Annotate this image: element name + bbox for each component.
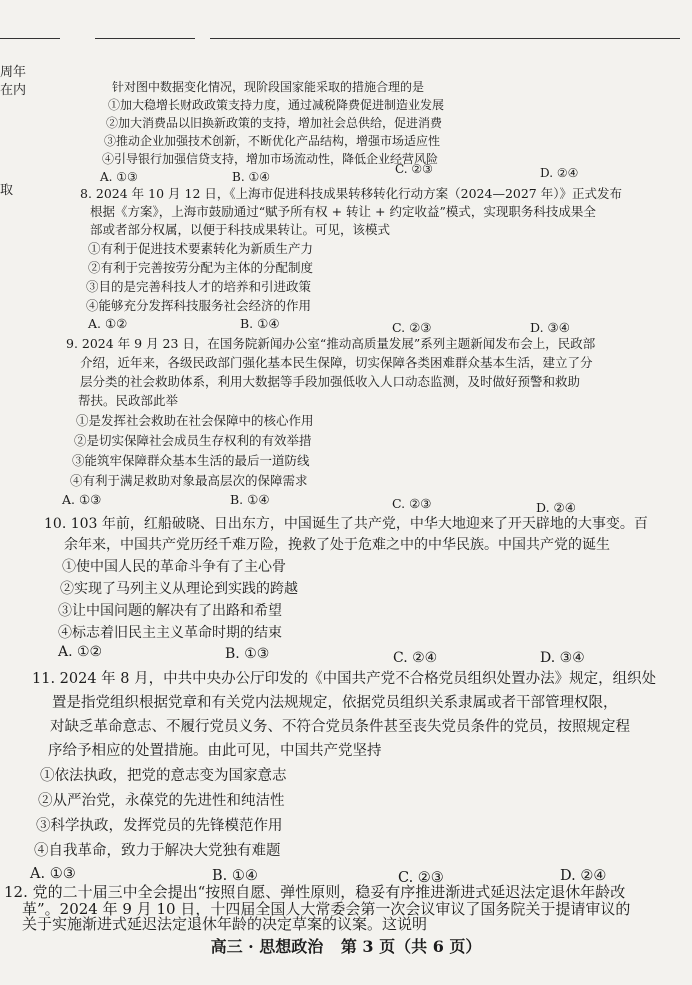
q7-option: C. ②③ <box>395 162 433 176</box>
q8-stem: 8. 2024 年 10 月 12 日，《上海市促进科技成果转移转化行动方案（2024—2027 年）》正式发布 <box>80 186 622 201</box>
q9-option: B. ①④ <box>230 492 270 507</box>
footer-page-number: 第 3 页（共 6 页） <box>340 937 482 956</box>
margin-note: 周年 <box>0 65 27 80</box>
top-rule <box>210 38 680 39</box>
q11-option: C. ②③ <box>398 870 444 886</box>
page-footer <box>0 934 692 957</box>
q11-stem: 对缺乏革命意志、不履行党员义务、不符合党员条件甚至丧失党员条件的党员，按照规定程 <box>50 719 630 735</box>
q10-option: D. ③④ <box>540 650 585 666</box>
q11-stem: 序给予相应的处置措施。由此可见，中国共产党坚持 <box>48 743 382 759</box>
q12-stem: 关于实施渐进式延迟法定退休年龄的决定草案的议案。这说明 <box>22 915 428 933</box>
q9-stem: 介绍，近年来，各级民政部门强化基本民生保障，切实保障各类困难群众基本生活，建立了分 <box>80 355 593 370</box>
q9-option: C. ②③ <box>392 496 432 511</box>
q9-stem: 层分类的社会救助体系，利用大数据等手段加强低收入人口动态监测，及时做好预警和救助 <box>80 374 581 389</box>
q8-stem: 部或者部分权属，以便于科技成果转让。可见，该模式 <box>90 222 391 237</box>
q10-option: B. ①③ <box>225 646 270 662</box>
q8-item: ③目的是完善科技人才的培养和引进政策 <box>86 279 312 294</box>
q10-item: ②实现了马列主义从理论到实践的跨越 <box>60 581 298 597</box>
q11-item: ④自我革命，致力于解决大党独有难题 <box>34 843 281 859</box>
q8-option: C. ②③ <box>392 320 432 335</box>
q11-option: A. ①③ <box>30 866 76 882</box>
q11-option: B. ①④ <box>212 868 258 884</box>
q9-option: D. ②④ <box>536 500 576 515</box>
q11-item: ①依法执政，把党的意志变为国家意志 <box>40 768 287 784</box>
q7-item: ③推动企业加强技术创新，不断优化产品结构，增强市场适应性 <box>104 134 441 148</box>
q10-stem: 10. 103 年前，红船破晓、日出东方，中国诞生了共产党，中华大地迎来了开天辟地的大事变。百 <box>44 516 648 532</box>
q10-option: A. ①② <box>58 644 103 660</box>
q8-item: ②有利于完善按劳分配为主体的分配制度 <box>88 260 314 275</box>
q12-stem: 革”。2024 年 9 月 10 日，十四届全国人大常委会第一次会议审议了国务院关于提请审议的 <box>22 900 631 918</box>
q8-option: D. ③④ <box>530 320 570 335</box>
q9-item: ②是切实保障社会成员生存权利的有效举措 <box>74 433 312 448</box>
q7-option: B. ①④ <box>232 170 270 184</box>
q7-item: ④引导银行加强信贷支持，增加市场流动性，降低企业经营风险 <box>102 152 439 166</box>
q11-item: ②从严治党，永葆党的先进性和纯洁性 <box>38 793 285 809</box>
margin-note: 取 <box>0 183 14 198</box>
q7-option: D. ②④ <box>540 166 579 180</box>
q11-stem: 置是指党组织根据党章和有关党内法规规定，依据党员组织关系隶属或者干部管理权限， <box>52 695 618 711</box>
q8-item: ④能够充分发挥科技服务社会经济的作用 <box>86 298 312 313</box>
q8-option: B. ①④ <box>240 316 280 331</box>
q12-stem: 12. 党的二十届三中全会提出“按照自愿、弹性原则，稳妥有序推进渐进式延迟法定退休年龄改 <box>4 883 626 901</box>
q10-stem: 余年来，中国共产党历经千难万险，挽救了处于危难之中的中华民族。中国共产党的诞生 <box>64 537 610 553</box>
q8-item: ①有利于促进技术要素转化为新质生产力 <box>88 241 314 256</box>
q10-option: C. ②④ <box>393 650 438 666</box>
q10-item: ④标志着旧民主主义革命时期的结束 <box>58 625 282 641</box>
q9-stem: 9. 2024 年 9 月 23 日，在国务院新闻办公室“推动高质量发展”系列主题新闻发布会上，民政部 <box>66 336 596 351</box>
q9-item: ③能筑牢保障群众基本生活的最后一道防线 <box>72 453 310 468</box>
q9-stem: 帮扶。民政部此举 <box>78 393 179 408</box>
q7-item: ②加大消费品以旧换新政策的支持，增加社会总供给，促进消费 <box>106 116 443 130</box>
q7-stem: 针对图中数据变化情况，现阶段国家能采取的措施合理的是 <box>112 80 425 94</box>
q8-option: A. ①② <box>88 316 128 331</box>
top-rule <box>95 38 195 39</box>
q8-stem: 根据《方案》，上海市鼓励通过“赋予所有权 + 转让 + 约定收益”模式，实现职务科技成果全 <box>90 204 596 219</box>
margin-note: 在内 <box>0 83 27 98</box>
q7-item: ①加大稳增长财政政策支持力度，通过减税降费促进制造业发展 <box>108 98 445 112</box>
q9-option: A. ①③ <box>62 492 102 507</box>
q7-option: A. ①③ <box>100 170 138 184</box>
q10-item: ①使中国人民的革命斗争有了主心骨 <box>62 559 286 575</box>
q11-stem: 11. 2024 年 8 月，中共中央办公厅印发的《中国共产党不合格党员组织处置办法》规定，组织处 <box>32 671 657 687</box>
q11-item: ③科学执政，发挥党员的先锋模范作用 <box>36 818 283 834</box>
q9-item: ①是发挥社会救助在社会保障中的核心作用 <box>76 413 314 428</box>
q9-item: ④有利于满足救助对象最高层次的保障需求 <box>70 473 308 488</box>
footer-subject: 高三 · 思想政治 <box>210 937 324 956</box>
q10-item: ③让中国问题的解决有了出路和希望 <box>58 603 282 619</box>
q11-option: D. ②④ <box>560 868 607 884</box>
top-rule <box>0 38 60 39</box>
